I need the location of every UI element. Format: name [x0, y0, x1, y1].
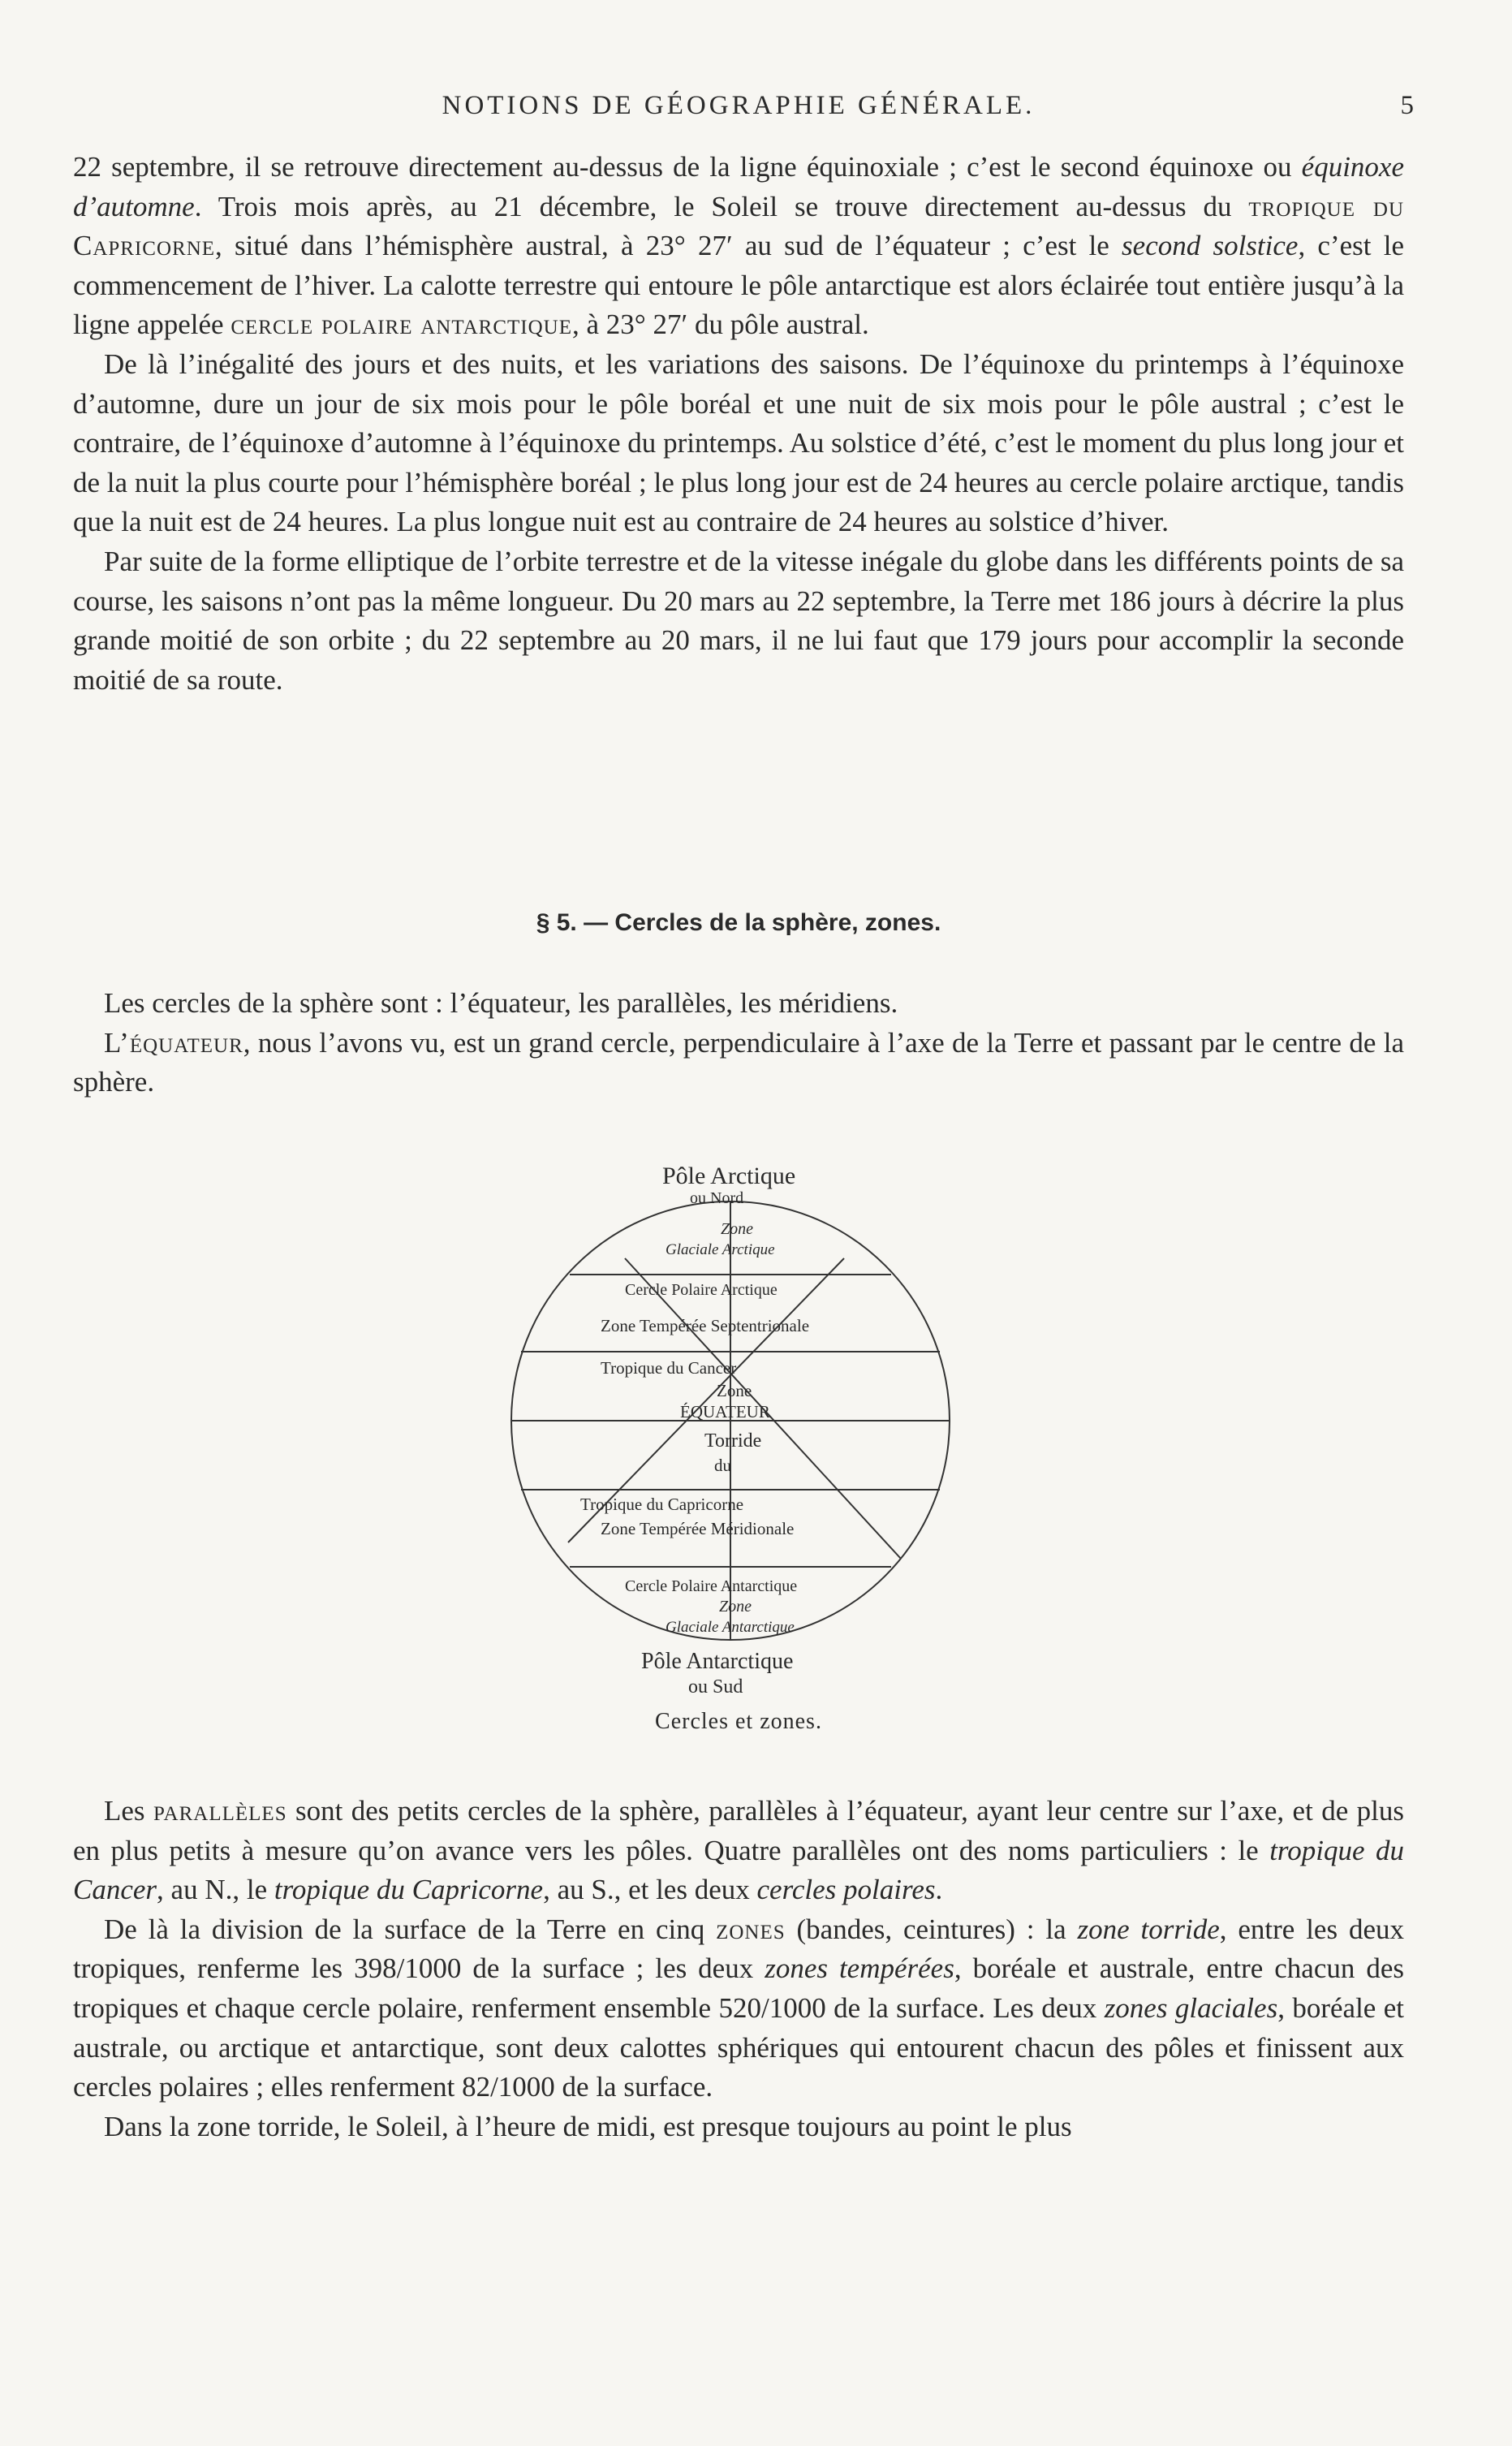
label-zone-glaciale-s-b: Glaciale Antarctique	[666, 1619, 795, 1636]
label-tropique-cancer: Tropique du Cancer	[601, 1358, 737, 1378]
section-title: § 5. — Cercles de la sphère, zones.	[536, 909, 941, 936]
label-zone-temperee-n: Zone Tempérée Septentrionale	[601, 1316, 810, 1335]
sphere-zones-diagram	[503, 1153, 966, 1705]
paragraph-zones: De là la division de la surface de la Terre en cinq zones (bandes, ceintures) : la zone torride, entre les deux tropiques, renferme les 398/1000 de la surface ; les deux zones tempérées, boréale et australe, entre chacun des tropiques et chaque cercle polaire, renferment ensemble 520/1000 de la surface. Les deux zones glaciales, boréale et australe, ou arctique et antarctique, sont deux calottes sphériques qui entourent chacun des pôles et finissent aux cercles polaires ; elles renferment 82/1000 de la surface.	[73, 1913, 1405, 2103]
label-zone-glaciale-n-b: Glaciale Arctique	[666, 1241, 775, 1258]
text-block-bottom	[73, 1792, 1404, 2146]
label-equateur: ÉQUATEUR	[680, 1402, 770, 1421]
paragraph-torrid-zone: Dans la zone torride, le Soleil, à l’heure de midi, est presque toujours au point le plus	[104, 2110, 1072, 2142]
paragraph-circles: Les cercles de la sphère sont : l’équateur, les parallèles, les méridiens.	[104, 987, 898, 1019]
paragraph-seasons-length: Par suite de la forme elliptique de l’orbite terrestre et de la vitesse inégale du globe dans les différents points de sa course, les saisons n’ont pas la même longueur. Du 20 mars au 22 septembre, la Terre met 186 jours à décrire la plus grande moitié de son orbite ; du 22 septembre au 20 mars, il ne lui faut que 179 jours pour accomplir la seconde moitié de sa route.	[73, 545, 1404, 696]
label-du: du	[714, 1456, 731, 1475]
label-pole-south: Pôle Antarctique	[641, 1649, 794, 1674]
label-cercle-polaire-s: Cercle Polaire Antarctique	[625, 1577, 798, 1595]
label-pole-north-sub: ou Nord	[690, 1189, 744, 1207]
label-pole-north: Pôle Arctique	[662, 1163, 796, 1189]
label-tropique-capricorne: Tropique du Capricorne	[580, 1495, 744, 1514]
label-torride: Torride	[704, 1430, 762, 1452]
paragraph-equator: L’équateur, nous l’avons vu, est un grand cercle, perpendiculaire à l’axe de la Terre et passant par le centre de la sphère.	[73, 1026, 1404, 1098]
label-zone-glaciale-s: Zone	[719, 1598, 752, 1616]
text-block-top	[73, 148, 1404, 700]
paragraph-inequality: De là l’inégalité des jours et des nuits, et les variations des saisons. De l’équinoxe du printemps à l’équinoxe d’automne, dure un jour de six mois pour le pôle boréal et une nuit de six mois pour le pôle austral ; c’est le contraire, de l’équinoxe d’automne à l’équinoxe du printemps. Au solstice d’été, c’est le moment du plus long jour et de la nuit la plus courte pour l’hémisphère boréal ; le plus long jour est de 24 heures au cercle polaire arctique, tandis que la nuit est de 24 heures. La plus longue nuit est au contraire de 24 heures au solstice d’hiver.	[73, 347, 1404, 538]
page-header	[73, 91, 1414, 132]
paragraph-parallels: Les parallèles sont des petits cercles de la sphère, parallèles à l’équateur, ayant leur centre sur l’axe, et de plus en plus petits à mesure qu’on avance vers les pôles. Quatre parallèles ont des noms particuliers : le tropique du Cancer, au N., le tropique du Capricorne, au S., et les deux cercles polaires.	[73, 1795, 1404, 1906]
label-zone-equator: Zone	[717, 1381, 752, 1400]
label-zone-glaciale-n: Zone	[721, 1220, 753, 1238]
label-cercle-polaire-n: Cercle Polaire Arctique	[625, 1281, 778, 1299]
label-zone-temperee-s: Zone Tempérée Méridionale	[601, 1519, 795, 1538]
page-number: 5	[1400, 91, 1414, 120]
label-pole-south-sub: ou Sud	[688, 1676, 743, 1698]
figure-caption: Cercles et zones.	[655, 1709, 822, 1734]
text-block-circles	[73, 984, 1404, 1102]
paragraph-equinox: 22 septembre, il se retrouve directement au-dessus de la ligne équinoxiale ; c’est le second équinoxe ou équinoxe d’automne. Trois mois après, au 21 décembre, le Soleil se trouve directement au-dessus du tropique du Capricorne, situé dans l’hémisphère austral, à 23° 27′ au sud de l’équateur ; c’est le second solstice, c’est le commencement de l’hiver. La calotte terrestre qui entoure le pôle antarctique est alors éclairée tout entière jusqu’à la ligne appelée cercle polaire antarctique, à 23° 27′ du pôle austral.	[73, 151, 1404, 341]
running-title: NOTIONS DE GÉOGRAPHIE GÉNÉRALE.	[442, 91, 1036, 120]
figure-zones	[503, 1153, 966, 1705]
